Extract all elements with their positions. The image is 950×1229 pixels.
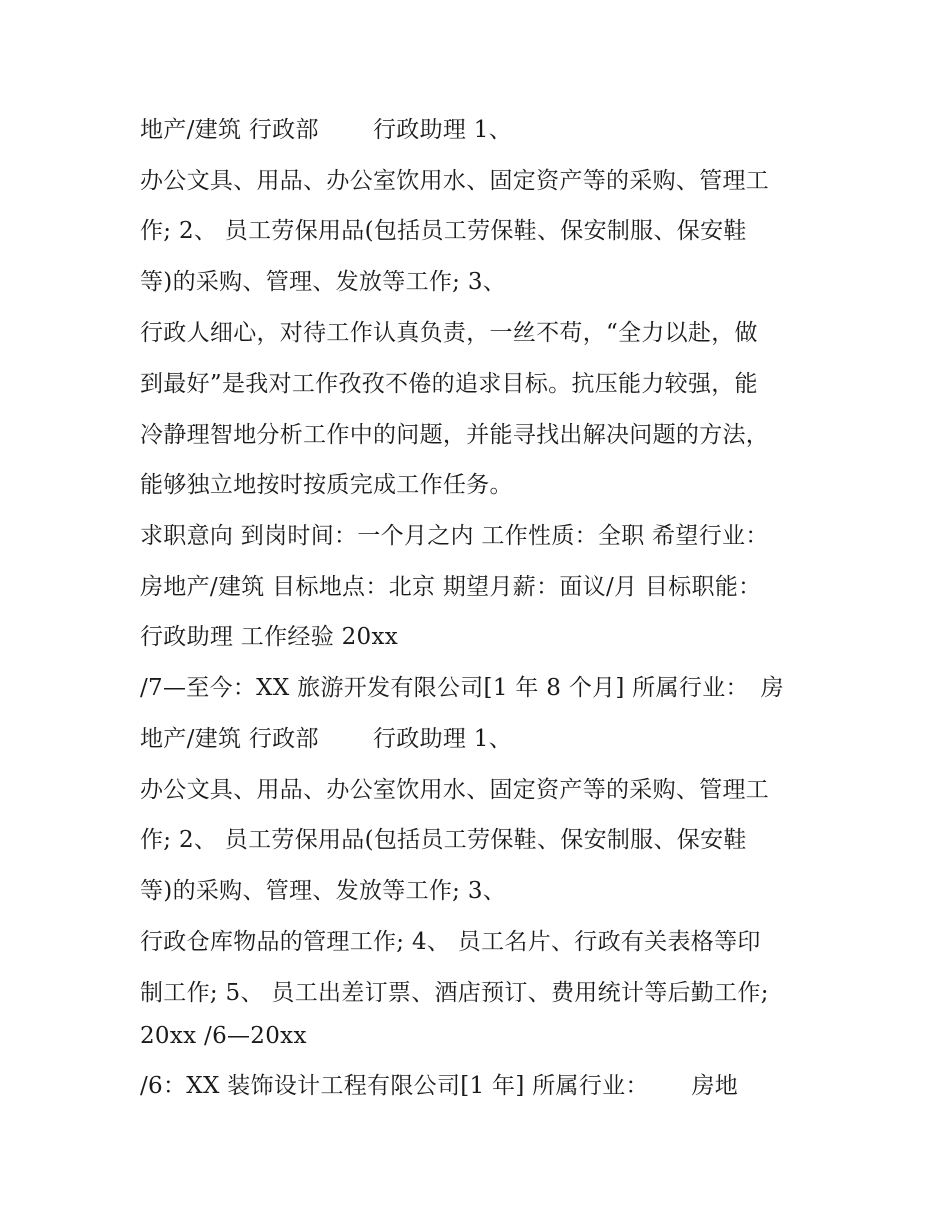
text-line: 求职意向 到岗时间：一个月之内 工作性质：全职 希望行业：: [140, 523, 769, 549]
text-line: 等)的采购、管理、发放等工作; 3、: [140, 269, 507, 295]
text-line: 行政助理 工作经验 20xx: [140, 624, 399, 650]
text-line: /7—至今：XX 旅游开发有限公司[1 年 8 个月] 所属行业： 房: [140, 675, 784, 701]
text-line: 办公文具、用品、办公室饮用水、固定资产等的采购、管理工: [140, 168, 770, 194]
text-line: 作; 2、 员工劳保用品(包括员工劳保鞋、保安制服、保安鞋: [140, 827, 747, 853]
text-line: 行政人细心，对待工作认真负责，一丝不苟，“全力以赴，做: [140, 320, 758, 346]
text-line: 20xx /6—20xx: [140, 1023, 307, 1049]
text-line: 地产/建筑 行政部 行政助理 1、: [140, 117, 513, 143]
text-line: 能够独立地按时按质完成工作任务。: [140, 472, 513, 498]
text-line: /6：XX 装饰设计工程有限公司[1 年] 所属行业： 房地: [140, 1073, 739, 1099]
text-line: 地产/建筑 行政部 行政助理 1、: [140, 726, 513, 752]
text-line: 到最好”是我对工作孜孜不倦的追求目标。抗压能力较强，能: [140, 371, 758, 397]
text-line: 等)的采购、管理、发放等工作; 3、: [140, 878, 507, 904]
text-line: 办公文具、用品、办公室饮用水、固定资产等的采购、管理工: [140, 777, 770, 803]
text-line: 制工作; 5、 员工出差订票、酒店预订、费用统计等后勤工作;: [140, 980, 769, 1006]
text-line: 房地产/建筑 目标地点：北京 期望月薪：面议/月 目标职能：: [140, 574, 762, 600]
text-line: 冷静理智地分析工作中的问题，并能寻找出解决问题的方法，: [140, 422, 770, 448]
text-line: 作; 2、 员工劳保用品(包括员工劳保鞋、保安制服、保安鞋: [140, 218, 747, 244]
text-line: 行政仓库物品的管理工作; 4、 员工名片、行政有关表格等印: [140, 929, 761, 955]
